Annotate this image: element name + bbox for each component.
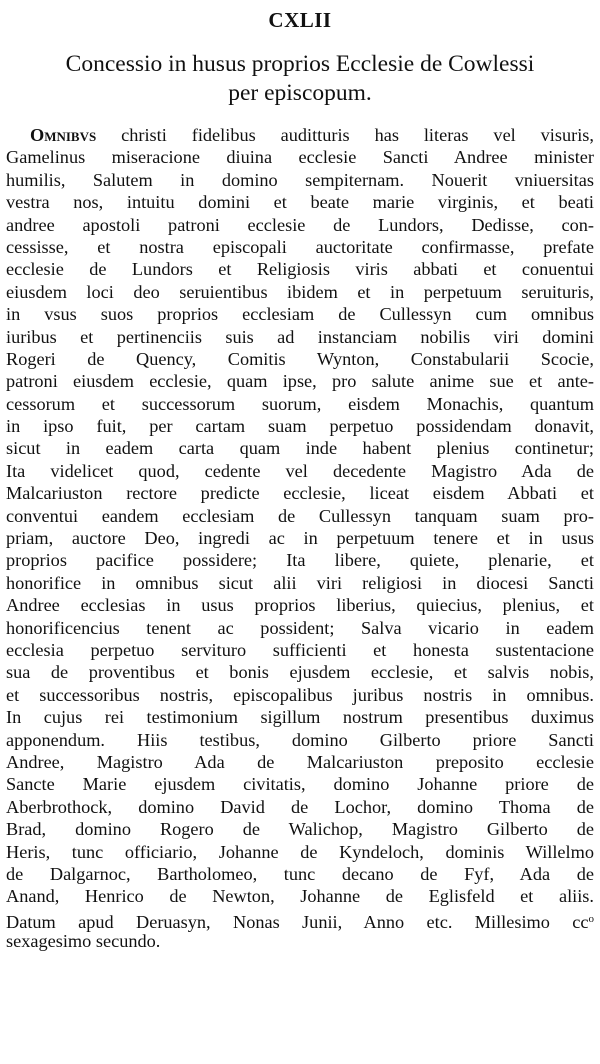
date-line-text: Datum apud Deruasyn, Nonas Junii, Anno etc. Millesimo cc	[6, 911, 589, 932]
text-line: patroni eiusdem ecclesie, quam ipse, pro salute anime sue et ante-	[6, 371, 594, 392]
text-line: in ipso fuit, per cartam suam perpetuo possidendam donavit,	[6, 416, 594, 437]
text-line-date	[6, 908, 594, 930]
text-line: sua de proventibus et bonis ejusdem ecclesie, et salvis nobis,	[6, 662, 594, 683]
text-line: andree apostoli patroni ecclesie de Lundors, Dedisse, con-	[6, 214, 594, 235]
text-line: cessorum et successorum suorum, eisdem Monachis, quantum	[6, 393, 594, 414]
charter-title	[10, 50, 590, 108]
text-line: Andree, Magistro Ada de Malcariuston preposito ecclesie	[6, 751, 594, 772]
text-line: vestra nos, intuitu domini et beate marie virginis, et beati	[6, 192, 594, 213]
text-line-final: sexagesimo secundo.	[6, 931, 161, 952]
text-line: Anand, Henrico de Newton, Johanne de Eglisfeld et aliis.	[6, 886, 594, 907]
initial-word: Omnibvs	[30, 125, 97, 145]
text-line: ecclesie de Lundors et Religiosis viris abbati et conuentui	[6, 259, 594, 280]
text-line: Malcariuston rectore predicte ecclesie, liceat eisdem Abbati et	[6, 483, 594, 504]
text-line: Sancte Marie ejusdem civitatis, domino Johanne priore de	[6, 774, 594, 795]
text-line: ecclesia perpetuo servituro sufficienti et honesta sustentacione	[6, 639, 594, 660]
text-line: de Dalgarnoc, Bartholomeo, tunc decano de Fyf, Ada de	[6, 863, 594, 884]
text-line: conventui eandem ecclesiam de Cullessyn tanquam suam pro-	[6, 505, 594, 526]
text-line: sicut in eadem carta quam inde habent plenius continetur;	[6, 438, 594, 459]
text-line: Ita videlicet quod, cedente vel decedente Magistro Ada de	[6, 460, 594, 481]
charter-body	[6, 124, 594, 952]
body-lines	[6, 146, 594, 907]
text-line: cessisse, et nostra episcopali auctoritate confirmasse, prefate	[6, 236, 594, 257]
opening-line-text: christi fidelibus auditturis has literas vel visuris,	[121, 125, 594, 145]
text-line: et successoribus nostris, episcopalibus juribus nostris in omnibus.	[6, 684, 594, 705]
text-line: iuribus et pertinenciis suis ad instanciam nobilis viri domini	[6, 326, 594, 347]
text-line: Aberbrothock, domino David de Lochor, domino Thoma de	[6, 796, 594, 817]
text-line: Gamelinus miseracione diuina ecclesie Sancti Andree minister	[6, 147, 594, 168]
text-line: proprios pacifice possidere; Ita libere, quiete, plenarie, et	[6, 550, 594, 571]
text-line: eiusdem loci deo seruientibus ibidem et in perpetuum seruituris,	[6, 281, 594, 302]
text-line: honorificencius tenent ac possident; Salva vicario in eadem	[6, 617, 594, 638]
text-line: Heris, tunc officiario, Johanne de Kyndeloch, dominis Willelmo	[6, 841, 594, 862]
text-line: humilis, Salutem in domino sempiternam. Nouerit vniuersitas	[6, 169, 594, 190]
text-line: apponendum. Hiis testibus, domino Gilberto priore Sancti	[6, 729, 594, 750]
title-line: per episcopum.	[228, 80, 372, 106]
text-line: Rogeri de Quency, Comitis Wynton, Constabularii Scocie,	[6, 348, 594, 369]
text-line: Andree ecclesias in usus proprios liberius, quiecius, plenius, et	[6, 595, 594, 616]
date-line-superscript: o	[588, 912, 594, 925]
text-line: priam, auctore Deo, ingredi ac in perpetuum tenere et in usus	[6, 528, 594, 549]
text-line-opening	[6, 124, 594, 146]
text-line: in vsus suos proprios ecclesiam de Cullessyn cum omnibus	[6, 304, 594, 325]
text-line: Brad, domino Rogero de Walichop, Magistro Gilberto de	[6, 819, 594, 840]
text-line: In cujus rei testimonium sigillum nostrum presentibus duximus	[6, 707, 594, 728]
text-line: honorifice in omnibus sicut alii viri religiosi in diocesi Sancti	[6, 572, 594, 593]
charter-numeral: CXLII	[268, 8, 332, 32]
title-line: Concessio in husus proprios Ecclesie de Cowlessi	[65, 51, 535, 77]
